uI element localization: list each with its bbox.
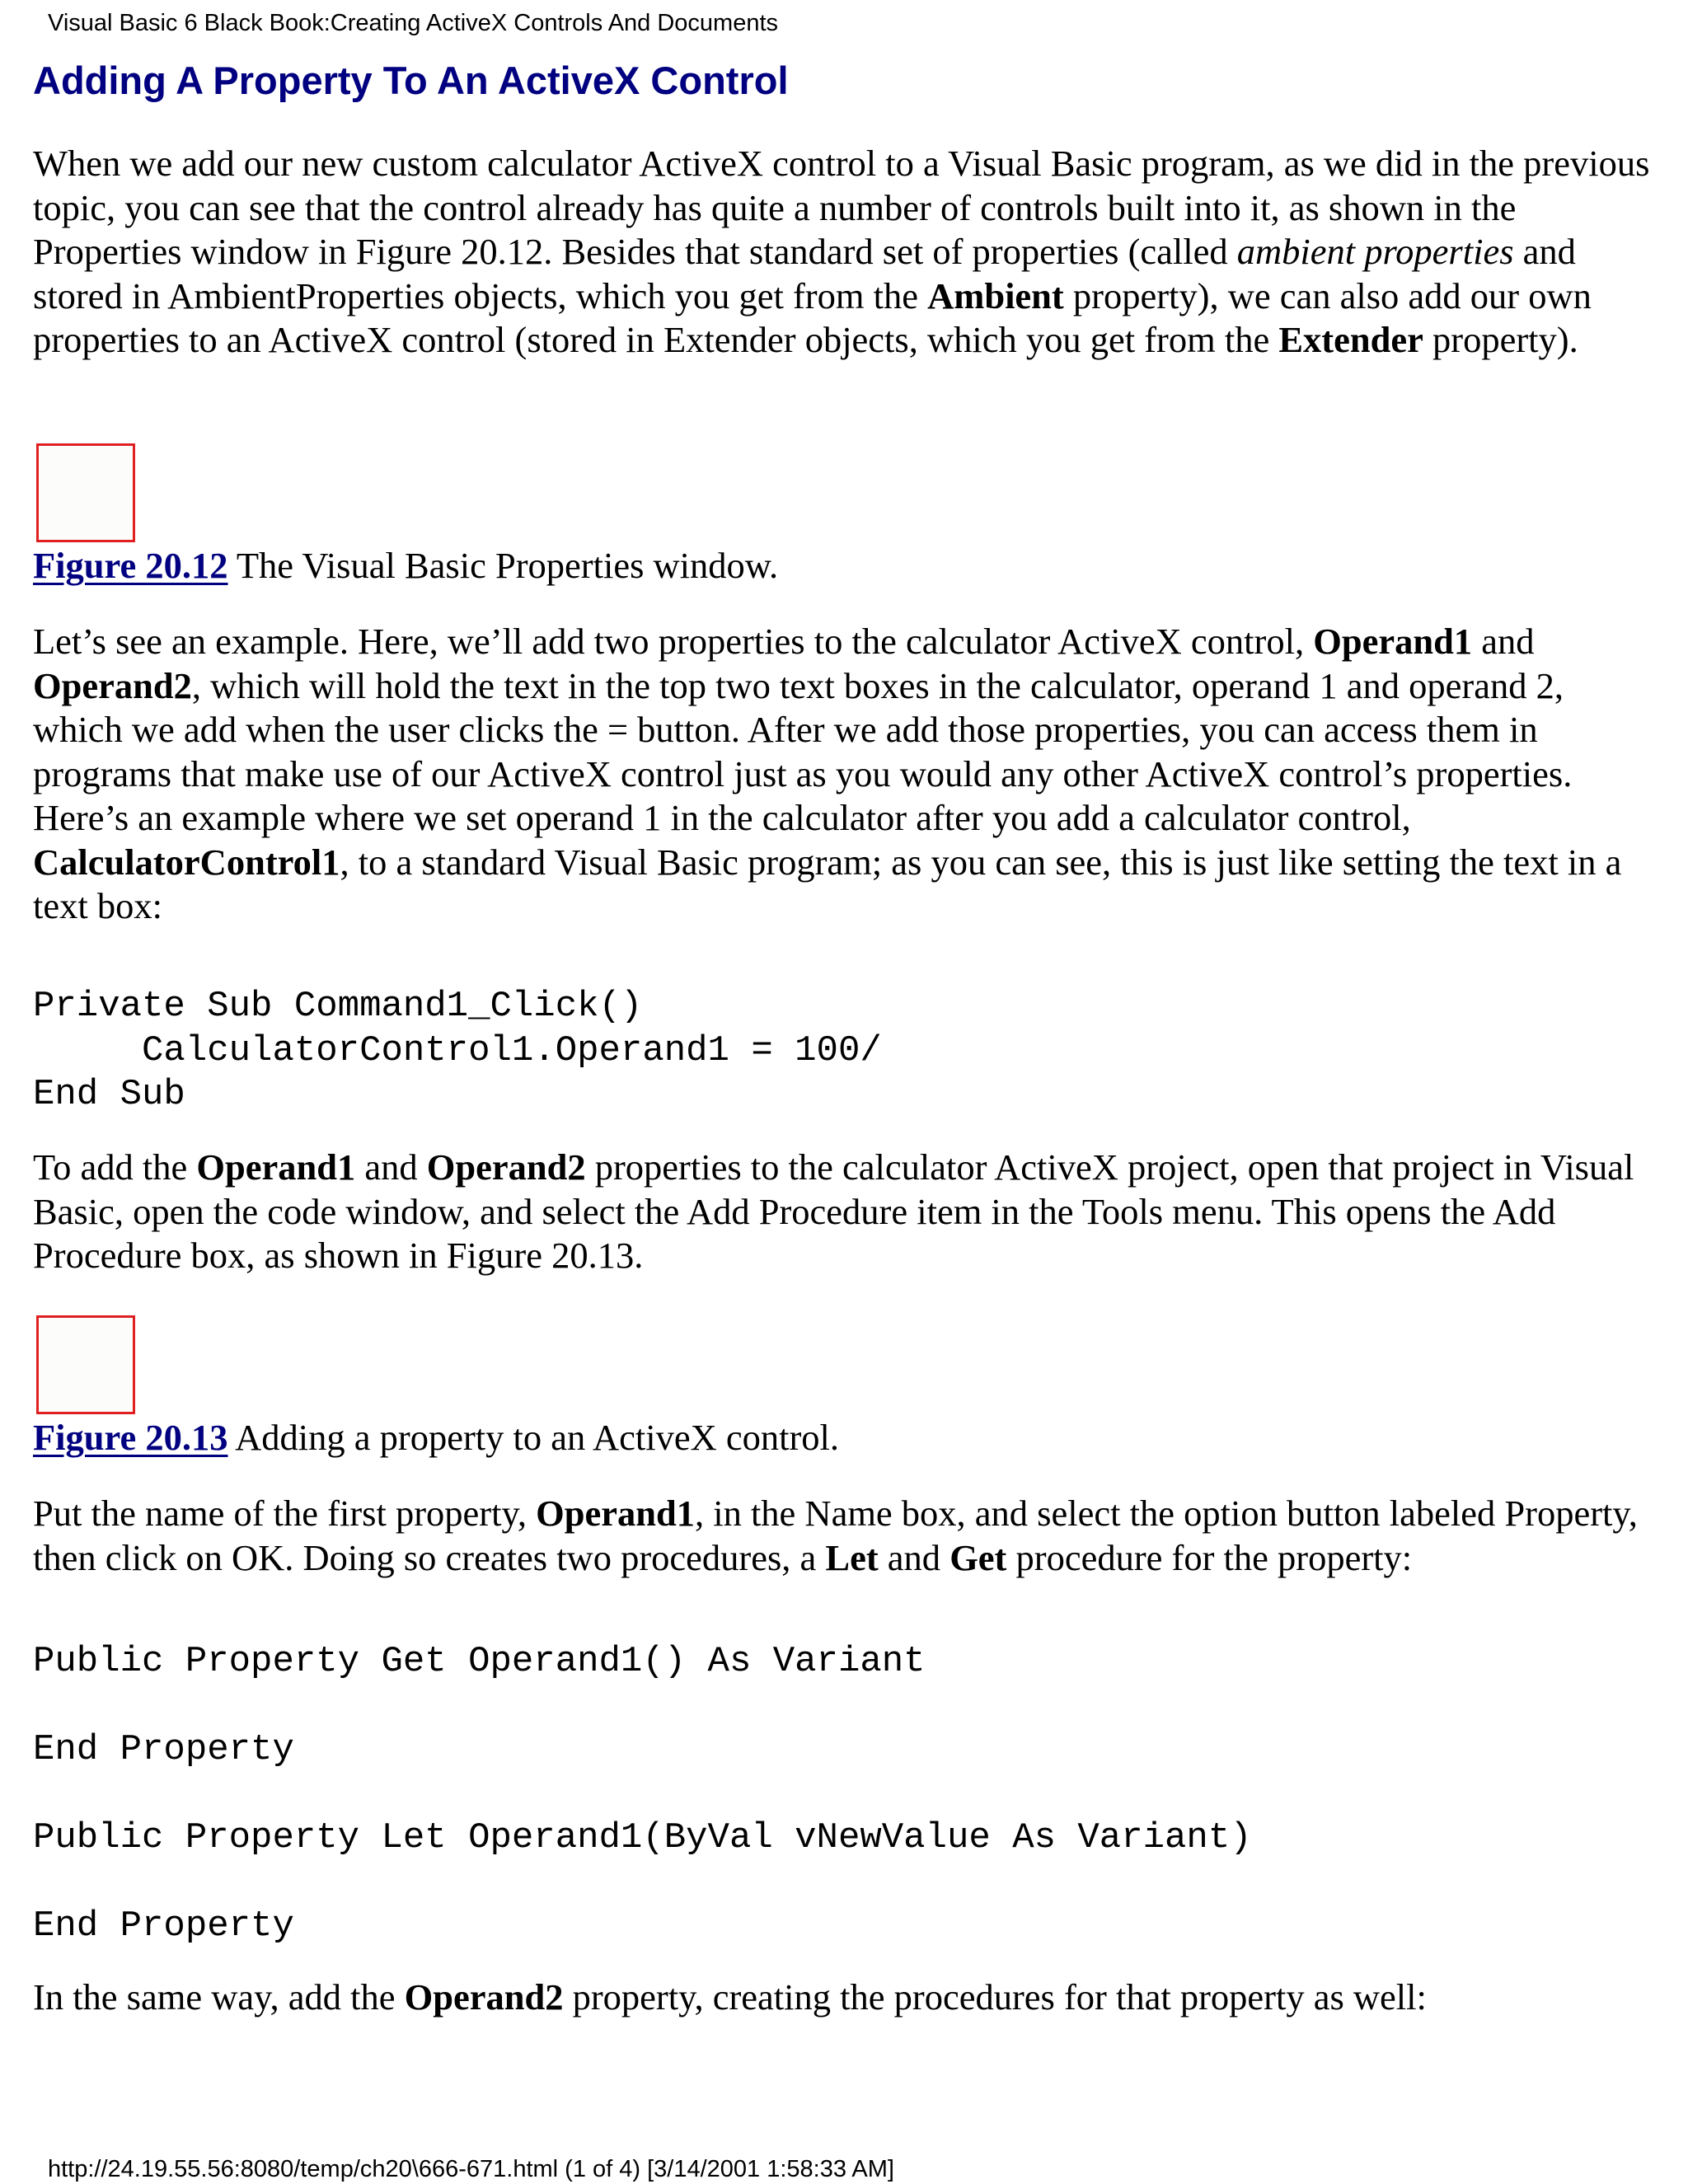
bold-term: Ambient [927, 274, 1064, 316]
name-box-paragraph [33, 1492, 1661, 1580]
text-run: Let’s see an example. Here, we’ll add two properties to the calculator ActiveX control, [33, 621, 1314, 662]
text-run: To add the [33, 1146, 197, 1188]
figure-image-placeholder[interactable] [36, 1315, 135, 1414]
code-line: Public Property Get Operand1() As Variant [33, 1641, 926, 1682]
text-run: property), we can also add our own properties to an ActiveX control (stored in Extender objects, which you get from the [33, 274, 1592, 360]
caption-text: The Visual Basic Properties window. [227, 545, 779, 586]
figure-link[interactable]: Figure 20.12 [33, 545, 228, 586]
bold-term: Operand1 [1313, 621, 1473, 662]
bold-term: Operand2 [426, 1146, 586, 1188]
text-run: Put the name of the first property, [33, 1493, 537, 1534]
text-run: , which will hold the text in the top two text boxes in the calculator, operand 1 and operand 2, which we add when the user clicks the = button. After we add those properties, you can access them in programs that make use of our ActiveX control just as you would any other ActiveX control’s properties. Here’s an example where we set operand 1 in the calculator after you add a calculator control, [33, 664, 1573, 838]
code-line: Public Property Let Operand1(ByVal vNewValue As Variant) [33, 1817, 1252, 1858]
code-line: End Property [33, 1729, 294, 1770]
caption-text: Adding a property to an ActiveX control. [227, 1417, 840, 1458]
bold-term: Operand1 [196, 1146, 356, 1188]
bold-term: Extender [1278, 319, 1423, 360]
example-paragraph [33, 620, 1661, 929]
page-title: Adding A Property To An ActiveX Control [33, 59, 789, 102]
text-run: , to a standard Visual Basic program; as you can see, this is just like setting the text in a text box: [33, 841, 1622, 926]
bold-term: Get [950, 1536, 1007, 1578]
bold-term: Operand1 [536, 1493, 695, 1534]
closing-paragraph [33, 1975, 1661, 2020]
text-run: In the same way, add the [33, 1976, 405, 2018]
italic-term: ambient properties [1236, 231, 1514, 272]
bold-term: Operand2 [404, 1976, 564, 2018]
text-run: and [355, 1146, 427, 1188]
page-footer-url: http://24.19.55.56:8080/temp/ch20\666-671.html (1 of 4) [3/14/2001 1:58:33 AM] [48, 2156, 894, 2182]
bold-term: Operand2 [33, 664, 192, 706]
bold-term: Let [825, 1536, 879, 1578]
text-run: procedure for the property: [1006, 1536, 1413, 1578]
code-block: Private Sub Command1_Click() CalculatorControl1.Operand1 = 100/ End Sub [33, 986, 882, 1115]
figure-caption [33, 544, 778, 588]
text-run: When we add our new custom calculator ActiveX control to a Visual Basic program, as we did in the previous topic, you can see that the control already has quite a number of controls built into it, as shown in the Properties window in Figure 20.12. Besides that standard set of properties (called [33, 143, 1650, 272]
intro-paragraph [33, 142, 1661, 363]
text-run: property, creating the procedures for that property as well: [563, 1976, 1427, 2018]
figure-link[interactable]: Figure 20.13 [33, 1417, 228, 1458]
figure-image-placeholder[interactable] [36, 443, 135, 542]
add-properties-paragraph [33, 1146, 1661, 1278]
text-run: property). [1423, 319, 1578, 360]
text-run: , in the Name box, and select the option button labeled Property, then click on OK. Doing so creates two procedures, a [33, 1493, 1638, 1578]
bold-term: CalculatorControl1 [33, 841, 340, 883]
text-run: properties to the calculator ActiveX project, open that project in Visual Basic, open the code window, and select the Add Procedure item in the Tools menu. This opens the Add Procedure box, as shown in Figure 20.13. [33, 1146, 1634, 1276]
text-run: and [1472, 621, 1535, 662]
code-line: End Property [33, 1905, 294, 1947]
text-run: and [878, 1536, 950, 1578]
text-run: and stored in AmbientProperties objects, which you get from the [33, 231, 1576, 316]
figure-caption [33, 1416, 839, 1460]
running-header: Visual Basic 6 Black Book:Creating ActiveX Controls And Documents [48, 10, 779, 36]
